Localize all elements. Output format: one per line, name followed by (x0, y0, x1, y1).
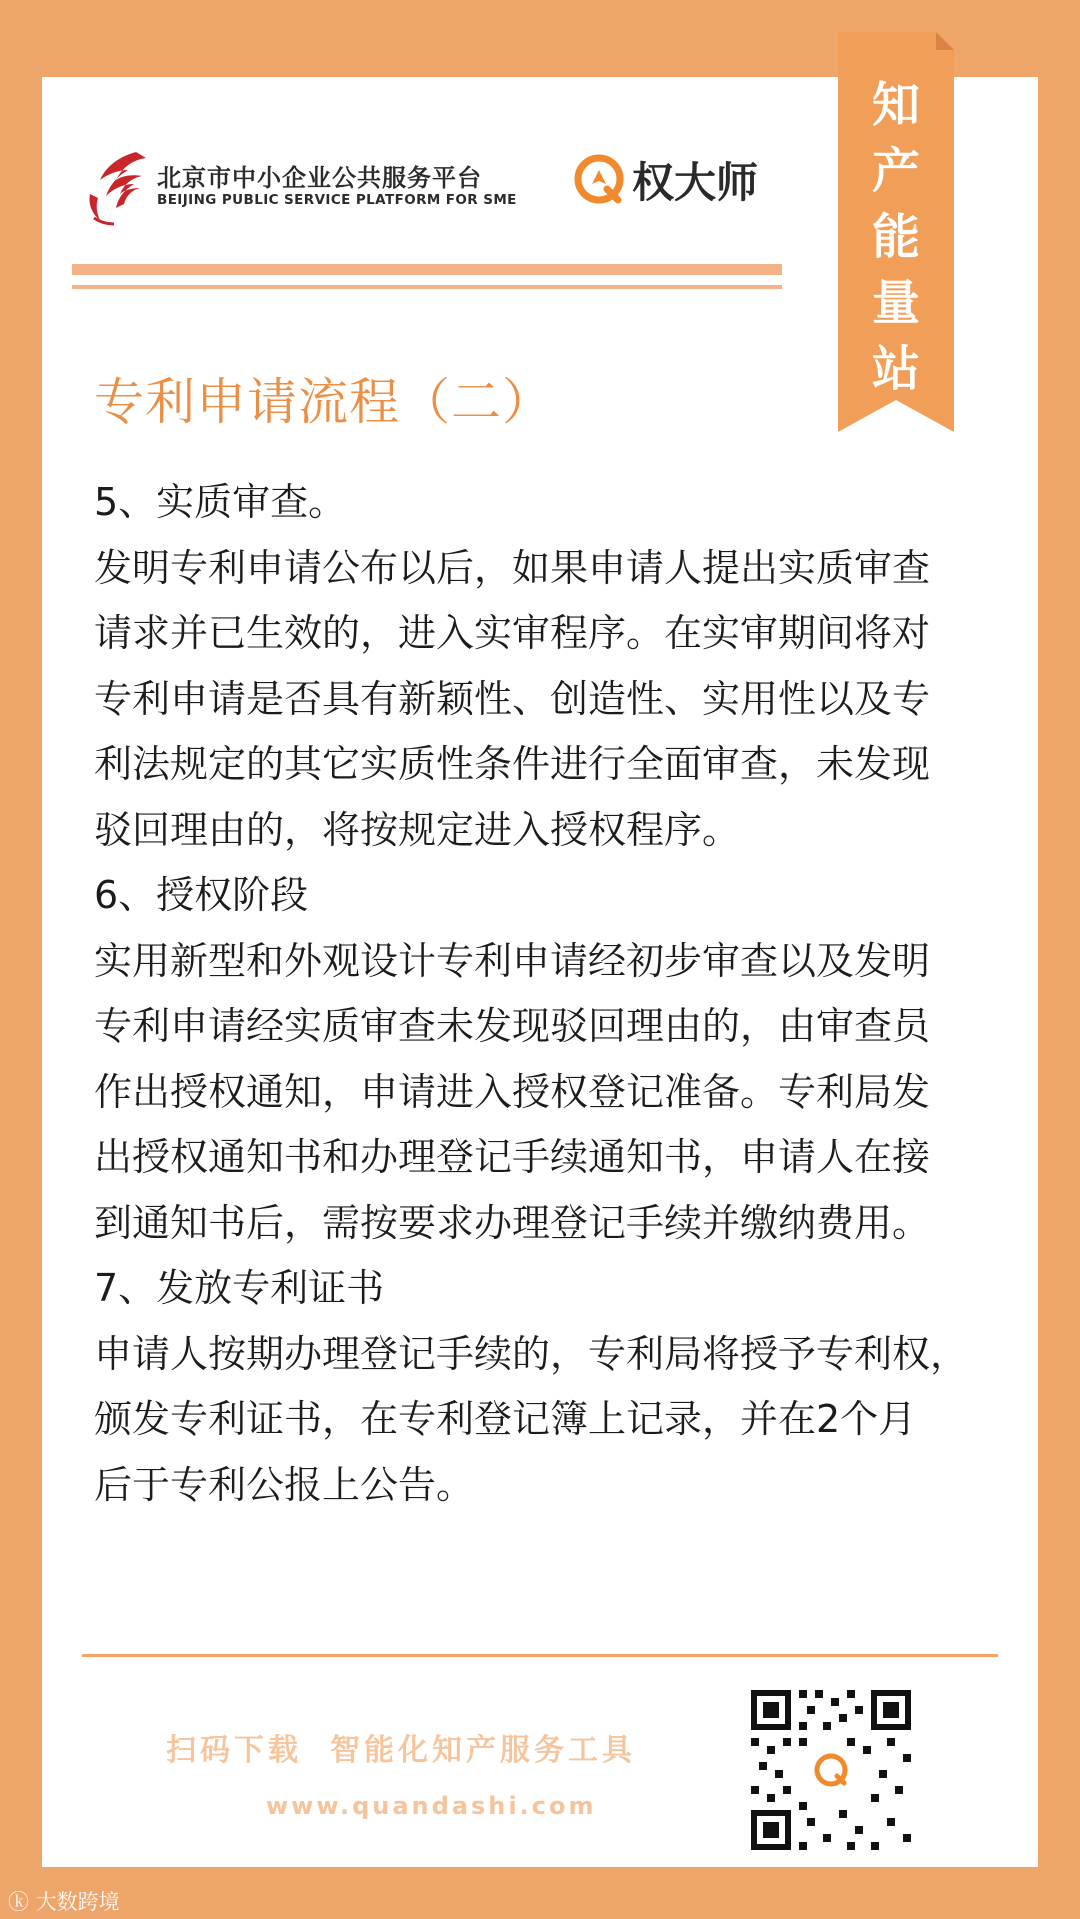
body-line: 5、实质审查。 (94, 480, 347, 524)
slogan-scan: 扫码下载 (166, 1733, 302, 1768)
phoenix-logo-icon (84, 148, 150, 228)
header-divider-thick (72, 264, 782, 275)
body-line: 利法规定的其它实质性条件进行全面审查，未发现 (94, 742, 931, 786)
body-line: 发明专利申请公布以后，如果申请人提出实质审查 (94, 545, 931, 590)
body-line: 实用新型和外观设计专利申请经初步审查以及发明 (94, 938, 931, 983)
watermark-text: 大数跨境 (35, 1890, 120, 1914)
body-line: 到通知书后，需按要求办理登记手续并缴纳费用。 (94, 1200, 931, 1245)
body-line: 驳回理由的，将按规定进入授权程序。 (94, 807, 741, 852)
ribbon-label (838, 72, 954, 402)
page-title: 专利申请流程（二） (94, 373, 553, 431)
org-name-cn: 北京市中小企业公共服务平台 (157, 164, 482, 192)
body-line: 作出授权通知，申请进入授权登记准备。专利局发 (94, 1069, 931, 1114)
body-line: 请求并已生效的，进入实审程序。在实审期间将对 (94, 611, 931, 655)
header-divider-thin (72, 285, 782, 289)
quandashi-logo (574, 150, 794, 210)
qr-code-icon[interactable] (743, 1682, 919, 1858)
knowledge-ribbon (838, 32, 954, 432)
footer-slogan (166, 1725, 636, 1769)
body-line: 颁发专利证书，在专利登记簿上记录，并在2个月 (94, 1397, 917, 1441)
quandashi-q-icon (574, 154, 624, 204)
article-body (94, 470, 994, 1518)
watermark-logo-icon: ⓚ (8, 1890, 36, 1914)
body-line: 申请人按期办理登记手续的，专利局将授予专利权， (94, 1331, 969, 1376)
ribbon-char: 知 (871, 77, 920, 133)
slogan-tool: 智能化知产服务工具 (330, 1733, 636, 1768)
body-line: 出授权通知书和办理登记手续通知书，申请人在接 (94, 1135, 931, 1179)
watermark (8, 1886, 120, 1916)
body-line: 6、授权阶段 (94, 873, 309, 917)
body-line: 7、发放专利证书 (94, 1266, 385, 1310)
ribbon-char: 产 (871, 143, 920, 199)
body-line: 专利申请经实质审查未发现驳回理由的，由审查员 (94, 1004, 931, 1048)
sme-platform-logo (84, 148, 524, 228)
brand-name: 权大师 (632, 158, 759, 207)
ribbon-char: 量 (871, 275, 920, 331)
ribbon-char: 站 (871, 341, 920, 397)
ribbon-char: 能 (871, 209, 920, 265)
body-line: 专利申请是否具有新颖性、创造性、实用性以及专 (94, 676, 931, 721)
org-name-en: BEIJING PUBLIC SERVICE PLATFORM FOR SME (157, 192, 517, 208)
footer-website: www.quandashi.com (266, 1792, 597, 1820)
body-line: 后于专利公报上公告。 (94, 1462, 475, 1507)
footer-divider (82, 1654, 998, 1657)
